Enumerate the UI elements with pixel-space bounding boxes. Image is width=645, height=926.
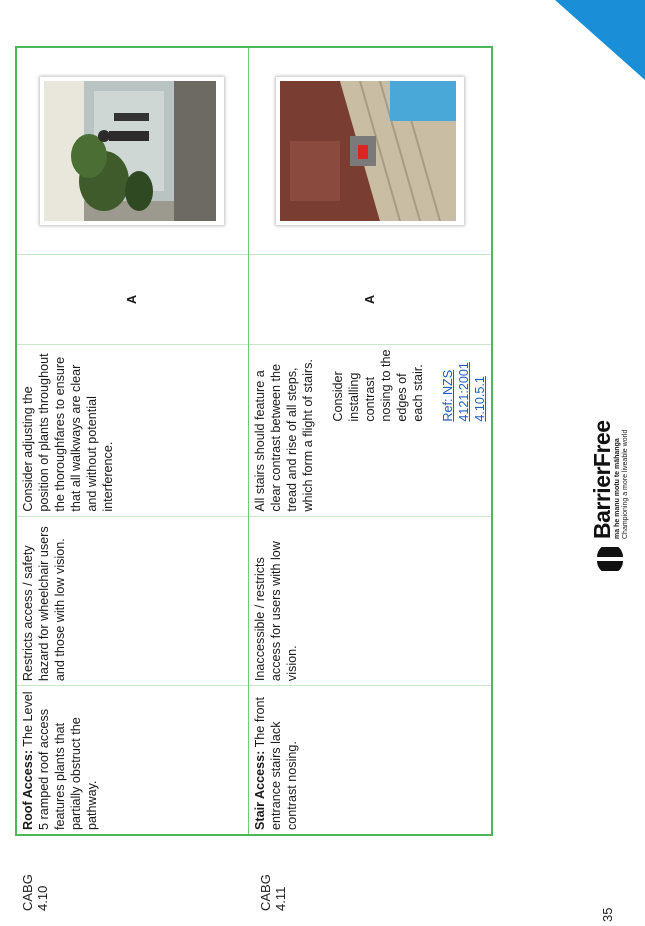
front-entrance-stairs-photo-icon	[276, 77, 464, 225]
recommendation-text: Consider adjusting the position of plants throughout the thoroughfares to ensure that all walkways are clear and without potential interference.	[21, 353, 115, 512]
standard-reference-link[interactable]: Ref: NZS 4121:2001 4.10.5.1	[440, 362, 487, 422]
photo-image	[280, 81, 456, 221]
barrier-free-logo-icon	[595, 547, 625, 571]
issue-cell	[248, 686, 492, 835]
recommendation-cell	[16, 344, 248, 516]
issue-title: Stair Access:	[252, 750, 267, 830]
issue-cell	[16, 686, 248, 835]
recommendation-cell	[248, 344, 492, 516]
table-row	[248, 47, 492, 835]
rating-cell: A	[248, 255, 492, 345]
issue-description: The front entrance stairs lack contrast nosing.	[252, 696, 299, 830]
access-audit-table	[15, 46, 493, 836]
recommendation-text: All stairs should feature a clear contrast between the tread and rise of all steps, which form a flight of stairs.	[252, 359, 315, 512]
row-code-2	[258, 874, 288, 911]
issue-description: The Level 5 ramped roof access features plants that partially obstruct the pathway.	[21, 691, 99, 830]
issue-title: Roof Access:	[21, 749, 35, 830]
row-code-2-label: CABG	[258, 874, 273, 911]
photo-image	[44, 81, 216, 221]
logo-text	[590, 420, 630, 539]
barrier-free-logo	[590, 420, 630, 571]
logo-tagline-english: Championing a more liveable world	[622, 429, 629, 539]
recommendation-text-2: Consider installing contrast nosing to the edges of each stair.	[330, 349, 425, 422]
page-number: 35	[600, 907, 615, 922]
logo-brand: BarrierFree	[589, 420, 615, 539]
row-code-1	[20, 874, 50, 911]
roof-access-plants-photo-icon	[40, 77, 224, 225]
photo-cell	[16, 47, 248, 255]
row-code-2-number: 4.11	[273, 886, 288, 911]
photo-cell	[248, 47, 492, 255]
row-code-1-label: CABG	[20, 874, 35, 911]
logo-tagline-maori: ma he manu motu te māhanga	[614, 438, 621, 539]
rating-cell: A	[16, 255, 248, 345]
table-row	[16, 47, 248, 835]
impact-cell: Inaccessible / restricts access for users with low vision.	[248, 516, 492, 685]
row-code-1-number: 4.10	[35, 885, 50, 911]
impact-cell: Restricts access / safety hazard for wheelchair users and those with low vision.	[16, 516, 248, 685]
